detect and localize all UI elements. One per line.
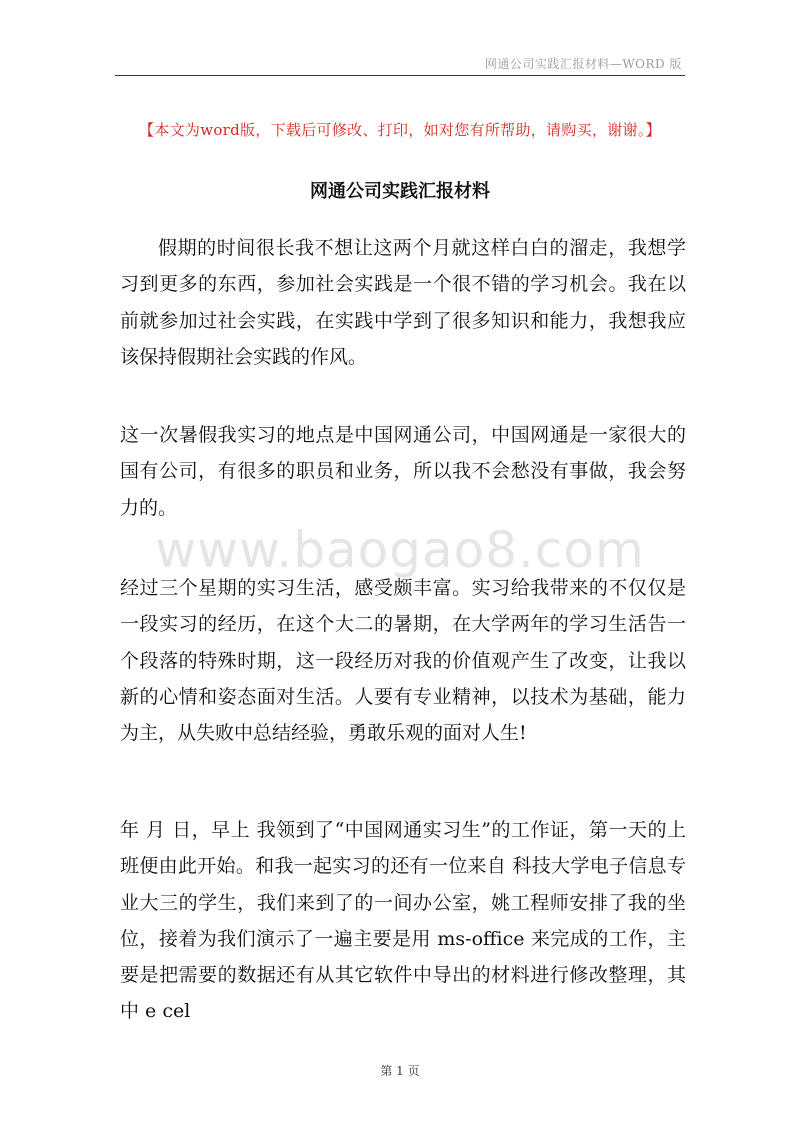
paragraph: 年 月 日，早上 我领到了“中国网通实习生”的工作证，第一天的上班便由此开始。和我一起实习的还有一位来自 科技大学电子信息专业大三的学生，我们来到了的一间办公室，姚工程师安排了我的坐位，接着为我们演示了一遍主要是用 ms-office 来完成的工作，主要是把需要的数据还有从其它软件中导出的材料进行修改整理，其中 e cel — [120, 819, 686, 1023]
paragraph: 这一次暑假我实习的地点是中国网通公司，中国网通是一家很大的国有公司，有很多的职员和业务，所以我不会愁没有事做，我会努力的。 — [120, 424, 686, 519]
purchase-notice: 【本文为word版，下载后可修改、打印，如对您有所帮助，请购买，谢谢。】 — [139, 121, 661, 139]
document-title: 网通公司实践汇报材料 — [310, 181, 490, 202]
paragraph: 假期的时间很长我不想让这两个月就这样白白的溜走，我想学习到更多的东西，参加社会实践是一个很不错的学习机会。我在以前就参加过社会实践，在实践中学到了很多知识和能力，我想我应该保持假期社会实践的作风。 — [120, 237, 686, 368]
paragraph: 经过三个星期的实习生活，感受颇丰富。实习给我带来的不仅仅是一段实习的经历，在这个大二的暑期，在大学两年的学习生活告一个段落的特殊时期，这一段经历对我的价值观产生了改变，让我以新的心情和姿态面对生活。人要有专业精神，以技术为基础，能力为主，从失败中总结经验，勇敢乐观的面对人生! — [120, 577, 686, 745]
running-header: 网通公司实践汇报材料—WORD 版 — [484, 57, 682, 71]
watermark: www.baogao8.com — [155, 521, 645, 579]
header-divider — [115, 75, 685, 76]
page-number: 第 1 页 — [380, 1064, 420, 1078]
